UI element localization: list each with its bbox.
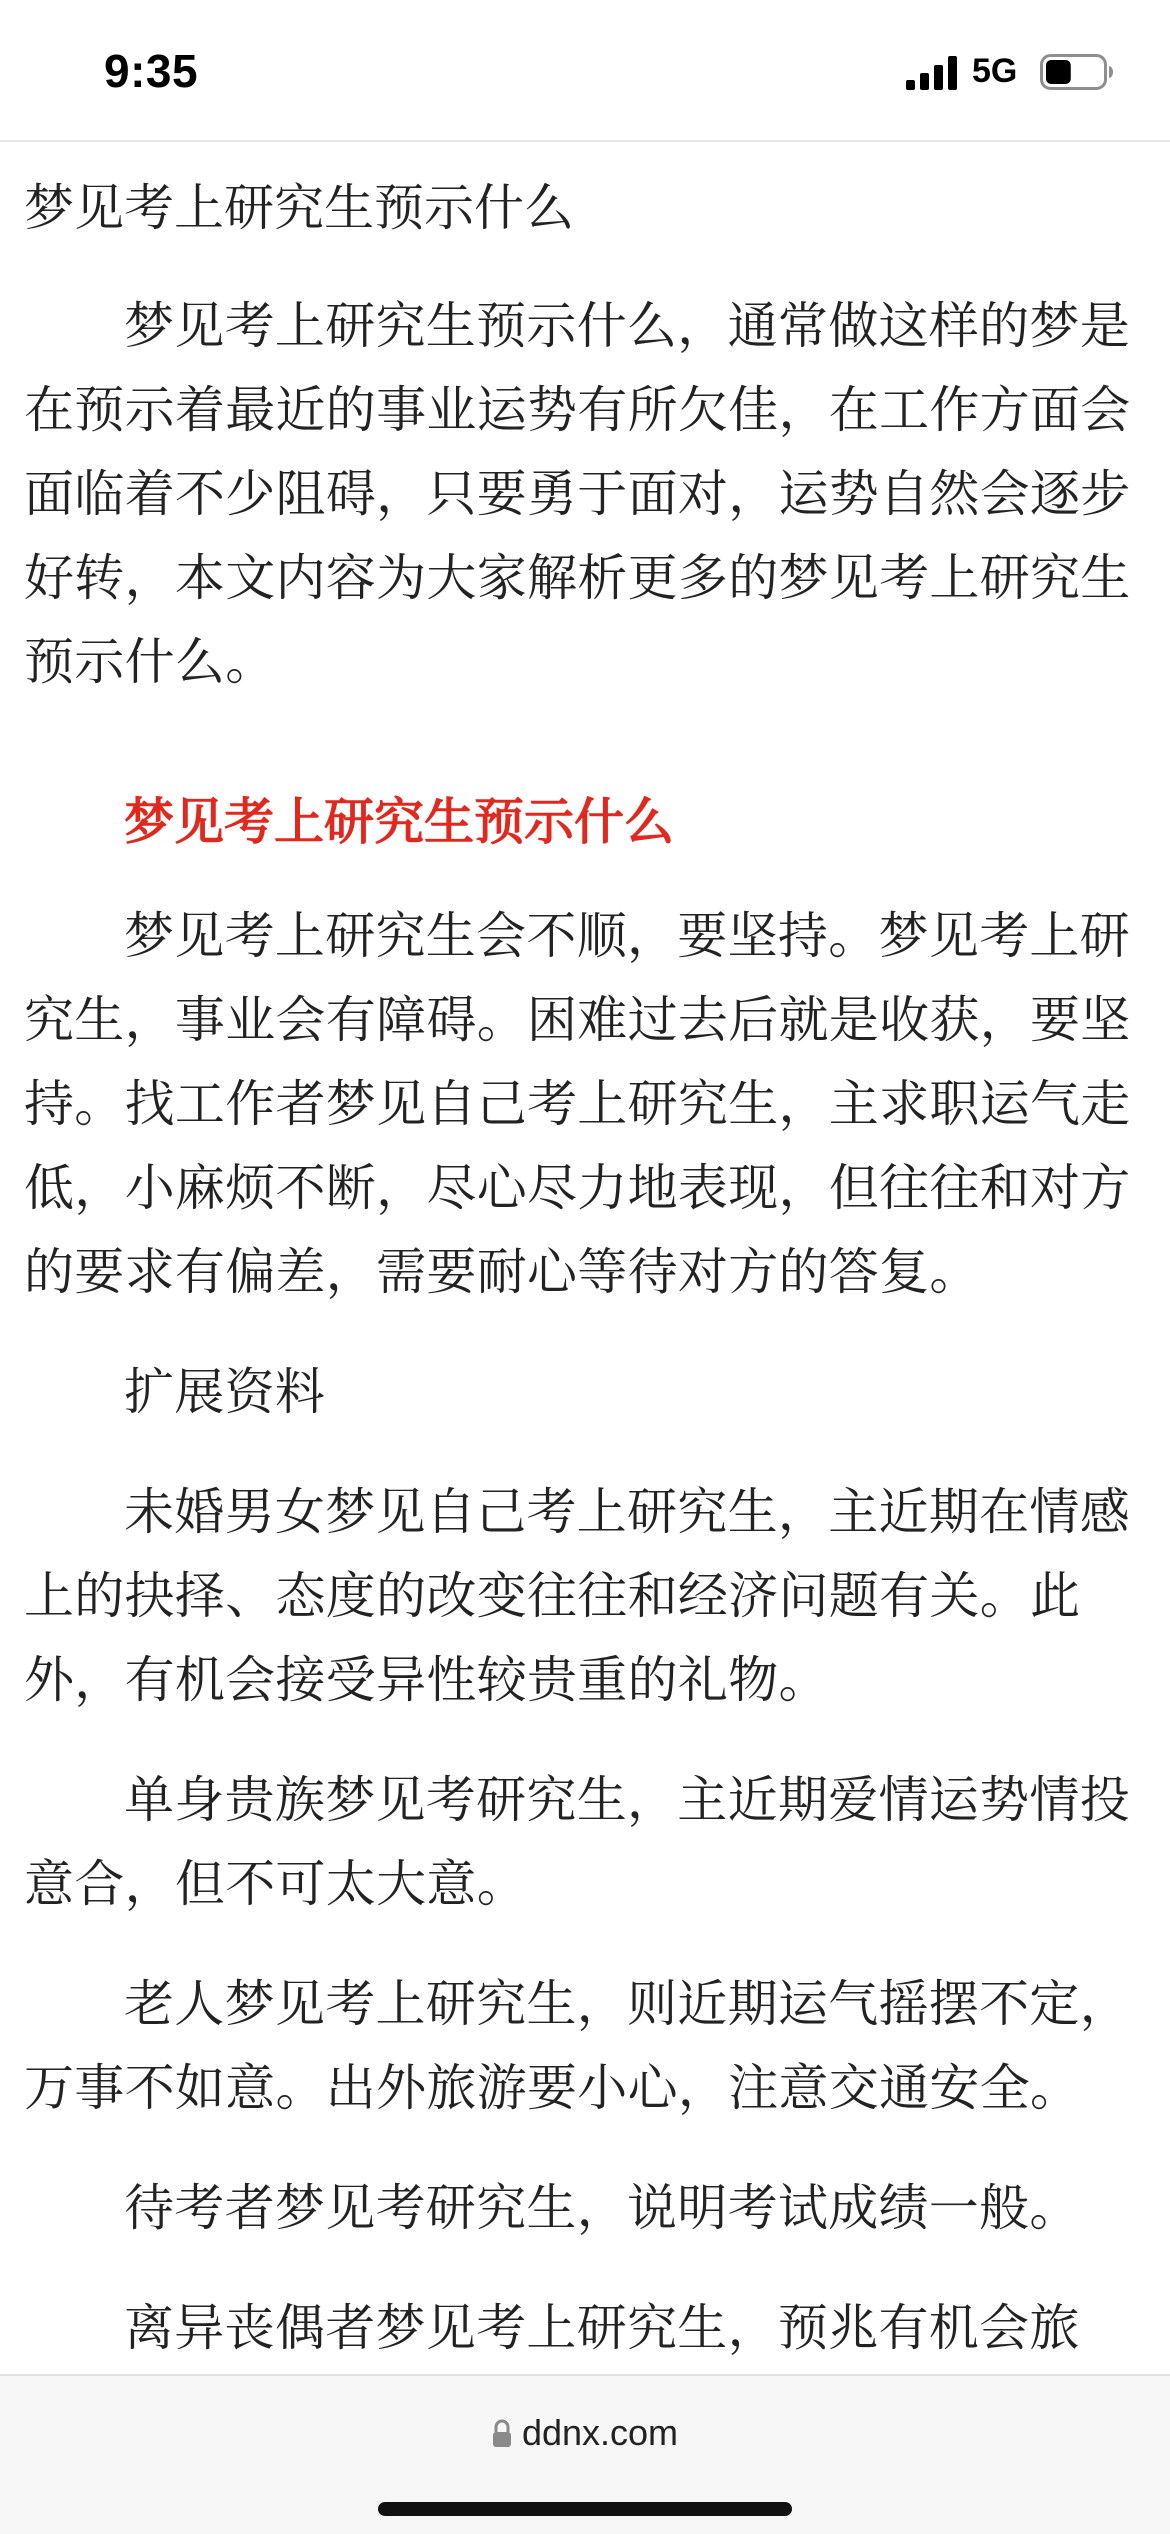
article-paragraph: 扩展资料 <box>124 1363 326 1421</box>
battery-icon <box>1040 54 1114 90</box>
article-paragraph: 待考者梦见考研究生，说明考试成绩一般。 <box>124 2179 1080 2237</box>
status-time: 9:35 <box>104 45 199 97</box>
status-bar <box>0 0 1170 142</box>
article-paragraph: 老人梦见考上研究生，则近期运气摇摆不定，万事不如意。出外旅游要小心，注意交通安全。 <box>24 1975 1130 2117</box>
section-heading: 梦见考上研究生预示什么 <box>124 793 674 851</box>
url-display[interactable] <box>0 2412 1170 2454</box>
network-type-label: 5G <box>972 52 1018 90</box>
browser-address-bar[interactable] <box>0 2374 1170 2534</box>
article-paragraph: 梦见考上研究生会不顺，要坚持。梦见考上研究生，事业会有障碍。困难过去后就是收获，要坚持。找工作者梦见自己考上研究生，主求职运气走低，小麻烦不断，尽心尽力地表现，但往往和对方的要求有偏差，需要耐心等待对方的答复。 <box>24 907 1131 1301</box>
article-paragraph: 单身贵族梦见考研究生，主近期爱情运势情投意合，但不可太大意。 <box>24 1771 1130 1913</box>
article-body <box>24 168 1148 2406</box>
lock-icon <box>492 2419 512 2449</box>
home-indicator[interactable] <box>378 2502 792 2516</box>
article-paragraph: 未婚男女梦见自己考上研究生，主近期在情感上的抉择、态度的改变往往和经济问题有关。此外，有机会接受异性较贵重的礼物。 <box>24 1483 1130 1709</box>
cellular-signal-icon <box>906 56 960 90</box>
article-intro: 梦见考上研究生预示什么，通常做这样的梦是在预示着最近的事业运势有所欠佳，在工作方面会面临着不少阻碍，只要勇于面对，运势自然会逐步好转，本文内容为大家解析更多的梦见考上研究生预示什么。 <box>24 297 1131 691</box>
article-title: 梦见考上研究生预示什么 <box>24 179 574 237</box>
url-text: ddnx.com <box>521 2412 679 2453</box>
article-paragraph: 离异丧偶者梦见考上研究生，预兆有机会旅 <box>124 2299 1080 2357</box>
